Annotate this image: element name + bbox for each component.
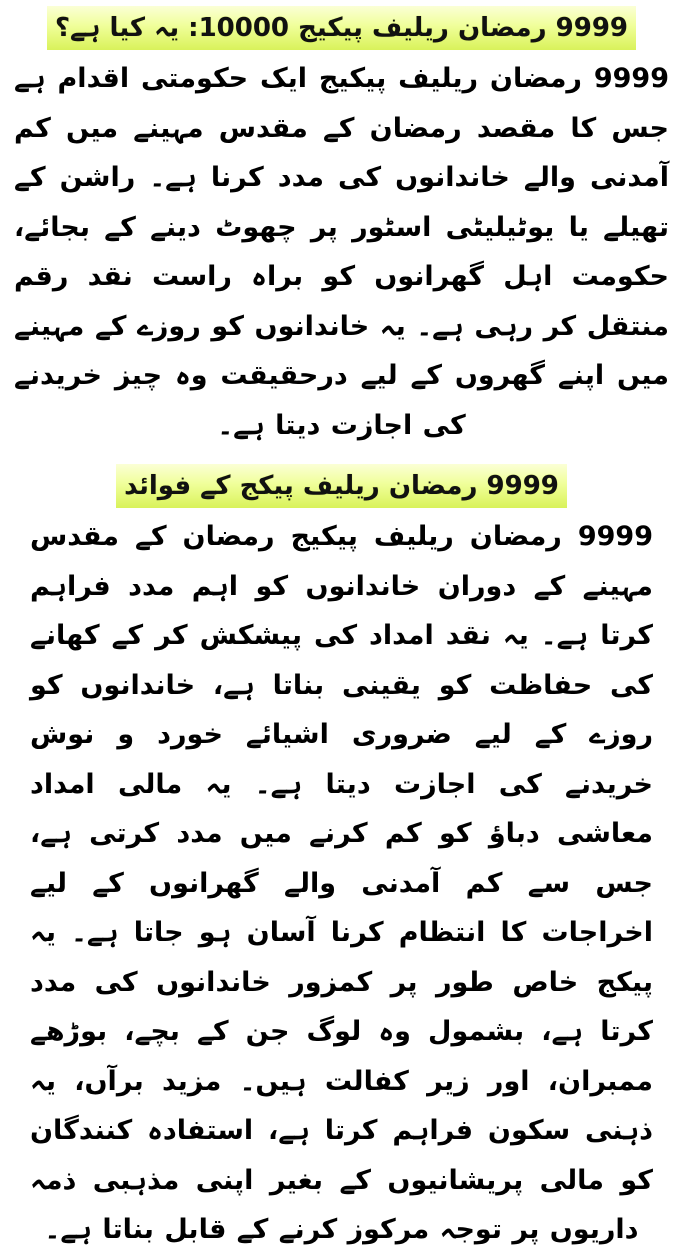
heading-what-is-it: 9999 رمضان ریلیف پیکیج 10000: یہ کیا ہے؟ [47,6,636,50]
heading-2-wrapper [14,464,669,508]
paragraph-benefits: 9999 رمضان ریلیف پیکیج رمضان کے مقدس مہینے کے دوران خاندانوں کو اہم مدد فراہم کرتا ہے۔ یہ نقد امداد کی پیشکش کر کے کھانے کی حفاظت کو یقینی بناتا ہے، خاندانوں کو روزے کے لیے ضروری اشیائے خورد و نوش خریدنے کی اجازت دیتا ہے۔ یہ مالی امداد معاشی دباؤ کو کم کرنے میں مدد کرتی ہے، جس سے کم آمدنی والے گھرانوں کے لیے اخراجات کا انتظام کرنا آسان ہو جاتا ہے۔ یہ پیکج خاص طور پر کمزور خاندانوں کی مدد کرتا ہے، بشمول وہ لوگ جن کے بچے، بوڑھے ممبران، اور زیر کفالت ہیں۔ مزید برآں، یہ ذہنی سکون فراہم کرتا ہے، استفادہ کنندگان کو مالی پریشانیوں کے بغیر اپنی مذہبی ذمہ داریوں پر توجہ مرکوز کرنے کے قابل بناتا ہے۔ [30,521,653,1245]
heading-benefits: 9999 رمضان ریلیف پیکج کے فوائد [116,464,567,508]
paragraph-description: 9999 رمضان ریلیف پیکیج ایک حکومتی اقدام ہے جس کا مقصد رمضان کے مقدس مہینے میں کم آمدنی والے خاندانوں کی مدد کرنا ہے۔ راشن کے تھیلے یا یوٹیلیٹی اسٹور پر چھوٹ دینے کے بجائے، حکومت اہل گھرانوں کو براہ راست نقد رقم منتقل کر رہی ہے۔ یہ خاندانوں کو روزے کے مہینے میں اپنے گھروں کے لیے درحقیقت وہ چیز خریدنے کی اجازت دیتا ہے۔ [14,63,669,441]
heading-1-wrapper [14,6,669,50]
